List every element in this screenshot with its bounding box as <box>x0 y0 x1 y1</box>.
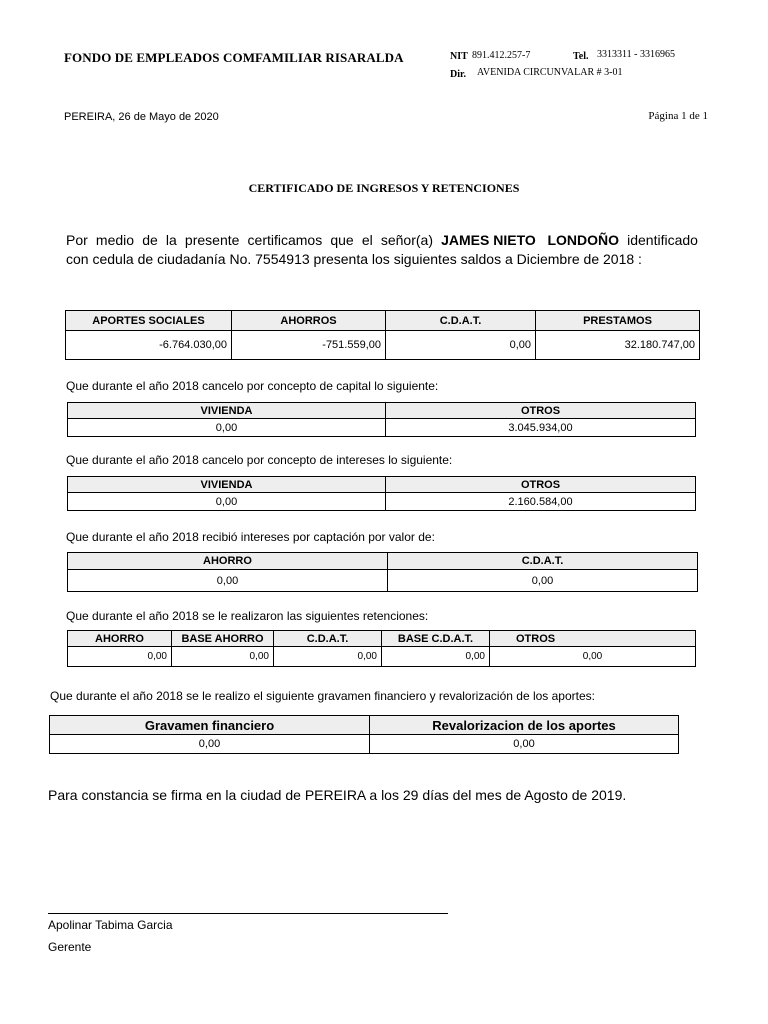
intro-line-1 <box>66 231 698 250</box>
gravamen-caption: Que durante el año 2018 se le realizo el siguiente gravamen financiero y revalorización de los aportes: <box>50 689 595 703</box>
intro-word: medio <box>95 232 135 248</box>
balances-header-aportes: APORTES SOCIALES <box>66 311 232 331</box>
interests-received-value-ahorro: 0,00 <box>68 570 388 592</box>
retentions-value-base-ahorro: 0,00 <box>172 647 274 667</box>
signature-line <box>48 913 448 914</box>
dir-value: AVENIDA CIRCUNVALAR # 3-01 <box>477 67 623 78</box>
intro-word: que <box>330 232 354 248</box>
gravamen-header-revalorizacion: Revalorizacion de los aportes <box>370 716 679 735</box>
signer-role: Gerente <box>48 940 92 954</box>
nit-value: 891.412.257-7 <box>472 50 531 61</box>
retentions-header-otros: OTROS <box>490 631 696 647</box>
retentions-header-ahorro: AHORRO <box>68 631 172 647</box>
gravamen-table <box>49 715 679 754</box>
retentions-caption: Que durante el año 2018 se le realizaron las siguientes retenciones: <box>66 609 429 623</box>
interests-paid-caption: Que durante el año 2018 cancelo por concepto de intereses lo siguiente: <box>66 453 453 467</box>
intro-line-2: con cedula de ciudadanía No. 7554913 presenta los siguientes saldos a Diciembre de 2018 : <box>66 251 642 267</box>
intro-word: el <box>361 232 373 248</box>
interests-received-header-ahorro: AHORRO <box>68 553 388 570</box>
retentions-table <box>67 630 696 667</box>
dir-label: Dir. <box>450 69 467 80</box>
retentions-header-base-ahorro: BASE AHORRO <box>172 631 274 647</box>
interests-received-header-cdat: C.D.A.T. <box>388 553 698 570</box>
tel-label: Tel. <box>573 51 589 62</box>
intro-word: señor(a) <box>380 232 433 248</box>
balances-table <box>65 310 700 360</box>
gravamen-value-financiero: 0,00 <box>50 735 370 754</box>
interests-received-table <box>67 552 698 592</box>
signer-name: Apolinar Tabima Garcia <box>48 918 173 932</box>
intro-word: identificado <box>627 232 698 248</box>
capital-header-otros: OTROS <box>386 403 696 419</box>
capital-caption: Que durante el año 2018 cancelo por concepto de capital lo siguiente: <box>66 379 439 393</box>
retentions-value-cdat: 0,00 <box>274 647 382 667</box>
closing-statement: Para constancia se firma en la ciudad de PEREIRA a los 29 días del mes de Agosto de 2019. <box>48 787 627 803</box>
balances-value-prestamos: 32.180.747,00 <box>536 331 700 360</box>
org-name: FONDO DE EMPLEADOS COMFAMILIAR RISARALDA <box>64 50 404 65</box>
interests-received-caption: Que durante el año 2018 recibió intereses por captación por valor de: <box>66 530 435 544</box>
retentions-value-otros: 0,00 <box>490 647 696 667</box>
nit-label: NIT <box>450 51 468 62</box>
retentions-header-cdat: C.D.A.T. <box>274 631 382 647</box>
balances-header-cdat: C.D.A.T. <box>386 311 536 331</box>
retentions-value-base-cdat: 0,00 <box>382 647 490 667</box>
retentions-header-base-cdat: BASE C.D.A.T. <box>382 631 490 647</box>
intro-word: de <box>142 232 158 248</box>
gravamen-header-financiero: Gravamen financiero <box>50 716 370 735</box>
intro-word: la <box>165 232 177 248</box>
interests-paid-value-otros: 2.160.584,00 <box>386 493 696 511</box>
person-name: JAMES NIETO LONDOÑO <box>441 232 619 248</box>
intro-word: presente <box>184 232 240 248</box>
page-info: Página 1 de 1 <box>648 110 708 122</box>
retentions-value-ahorro: 0,00 <box>68 647 172 667</box>
interests-paid-value-vivienda: 0,00 <box>68 493 386 511</box>
gravamen-value-revalorizacion: 0,00 <box>370 735 679 754</box>
balances-header-prestamos: PRESTAMOS <box>536 311 700 331</box>
capital-header-vivienda: VIVIENDA <box>68 403 386 419</box>
intro-paragraph <box>66 231 698 269</box>
place-date: PEREIRA, 26 de Mayo de 2020 <box>64 111 219 123</box>
capital-value-vivienda: 0,00 <box>68 419 386 437</box>
interests-paid-table <box>67 476 696 511</box>
balances-value-cdat: 0,00 <box>386 331 536 360</box>
capital-value-otros: 3.045.934,00 <box>386 419 696 437</box>
tel-value: 3313311 - 3316965 <box>597 49 675 60</box>
balances-value-aportes: -6.764.030,00 <box>66 331 232 360</box>
balances-value-ahorros: -751.559,00 <box>232 331 386 360</box>
interests-paid-header-otros: OTROS <box>386 477 696 493</box>
balances-header-ahorros: AHORROS <box>232 311 386 331</box>
interests-received-value-cdat: 0,00 <box>388 570 698 592</box>
intro-word: certificamos <box>247 232 323 248</box>
interests-paid-header-vivienda: VIVIENDA <box>68 477 386 493</box>
document-title: CERTIFICADO DE INGRESOS Y RETENCIONES <box>248 181 520 195</box>
capital-table <box>67 402 696 437</box>
intro-word: Por <box>66 232 88 248</box>
